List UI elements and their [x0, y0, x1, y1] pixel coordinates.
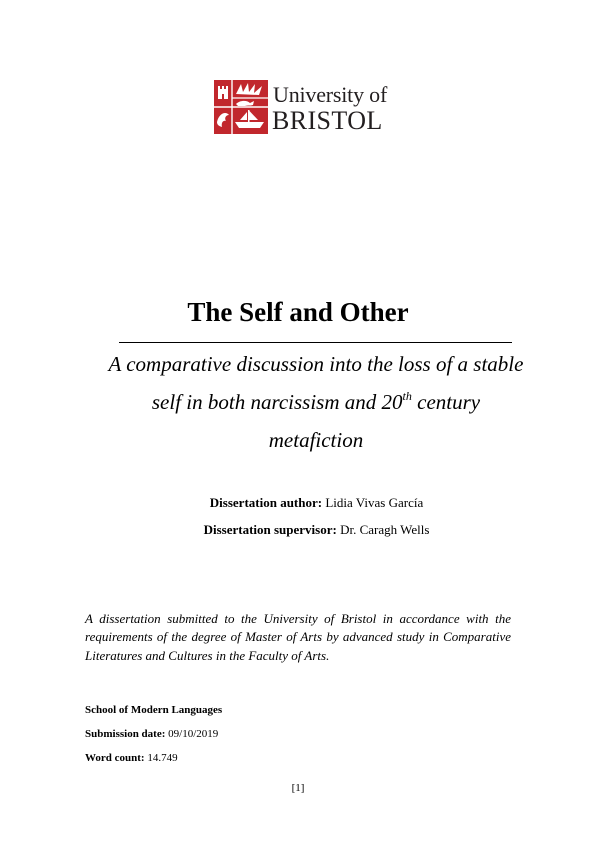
university-logo	[214, 80, 396, 136]
author-line	[0, 495, 596, 511]
author-label: Dissertation author:	[209, 495, 323, 510]
crest-icon	[214, 80, 268, 134]
author-name: Lidia Vivas García	[325, 495, 424, 510]
page-number: [1]	[291, 782, 305, 794]
submission-date-label: Submission date:	[85, 728, 166, 740]
subtitle-superscript: th	[402, 389, 412, 403]
subtitle-text-end: century metafiction	[268, 390, 481, 452]
word-count-label: Word count:	[85, 752, 145, 764]
submission-statement: A dissertation submitted to the University of Bristol in accordance with the requirements of the degree of Master of Arts by advanced study in Comparative Literatures and Cultures in the Faculty of Arts.	[85, 611, 511, 663]
supervisor-label: Dissertation supervisor:	[203, 522, 337, 537]
document-subtitle	[108, 345, 524, 459]
title-divider	[119, 342, 512, 343]
subtitle-text: A comparative discussion into the loss of a stable self in both narcissism and 20	[108, 352, 524, 414]
supervisor-line	[0, 522, 596, 538]
logo-university-text: University of	[273, 82, 388, 107]
submission-date-line	[85, 727, 218, 741]
supervisor-name: Dr. Caragh Wells	[340, 522, 430, 537]
document-title: The Self and Other	[187, 297, 409, 327]
castle-icon	[218, 86, 228, 99]
school-name	[85, 703, 222, 717]
word-count-line	[85, 751, 178, 765]
word-count-value: 14.749	[147, 752, 178, 764]
logo-bristol-text: BRISTOL	[272, 106, 383, 135]
submission-date-value: 09/10/2019	[168, 728, 219, 740]
school-label: School of Modern Languages	[85, 704, 223, 716]
